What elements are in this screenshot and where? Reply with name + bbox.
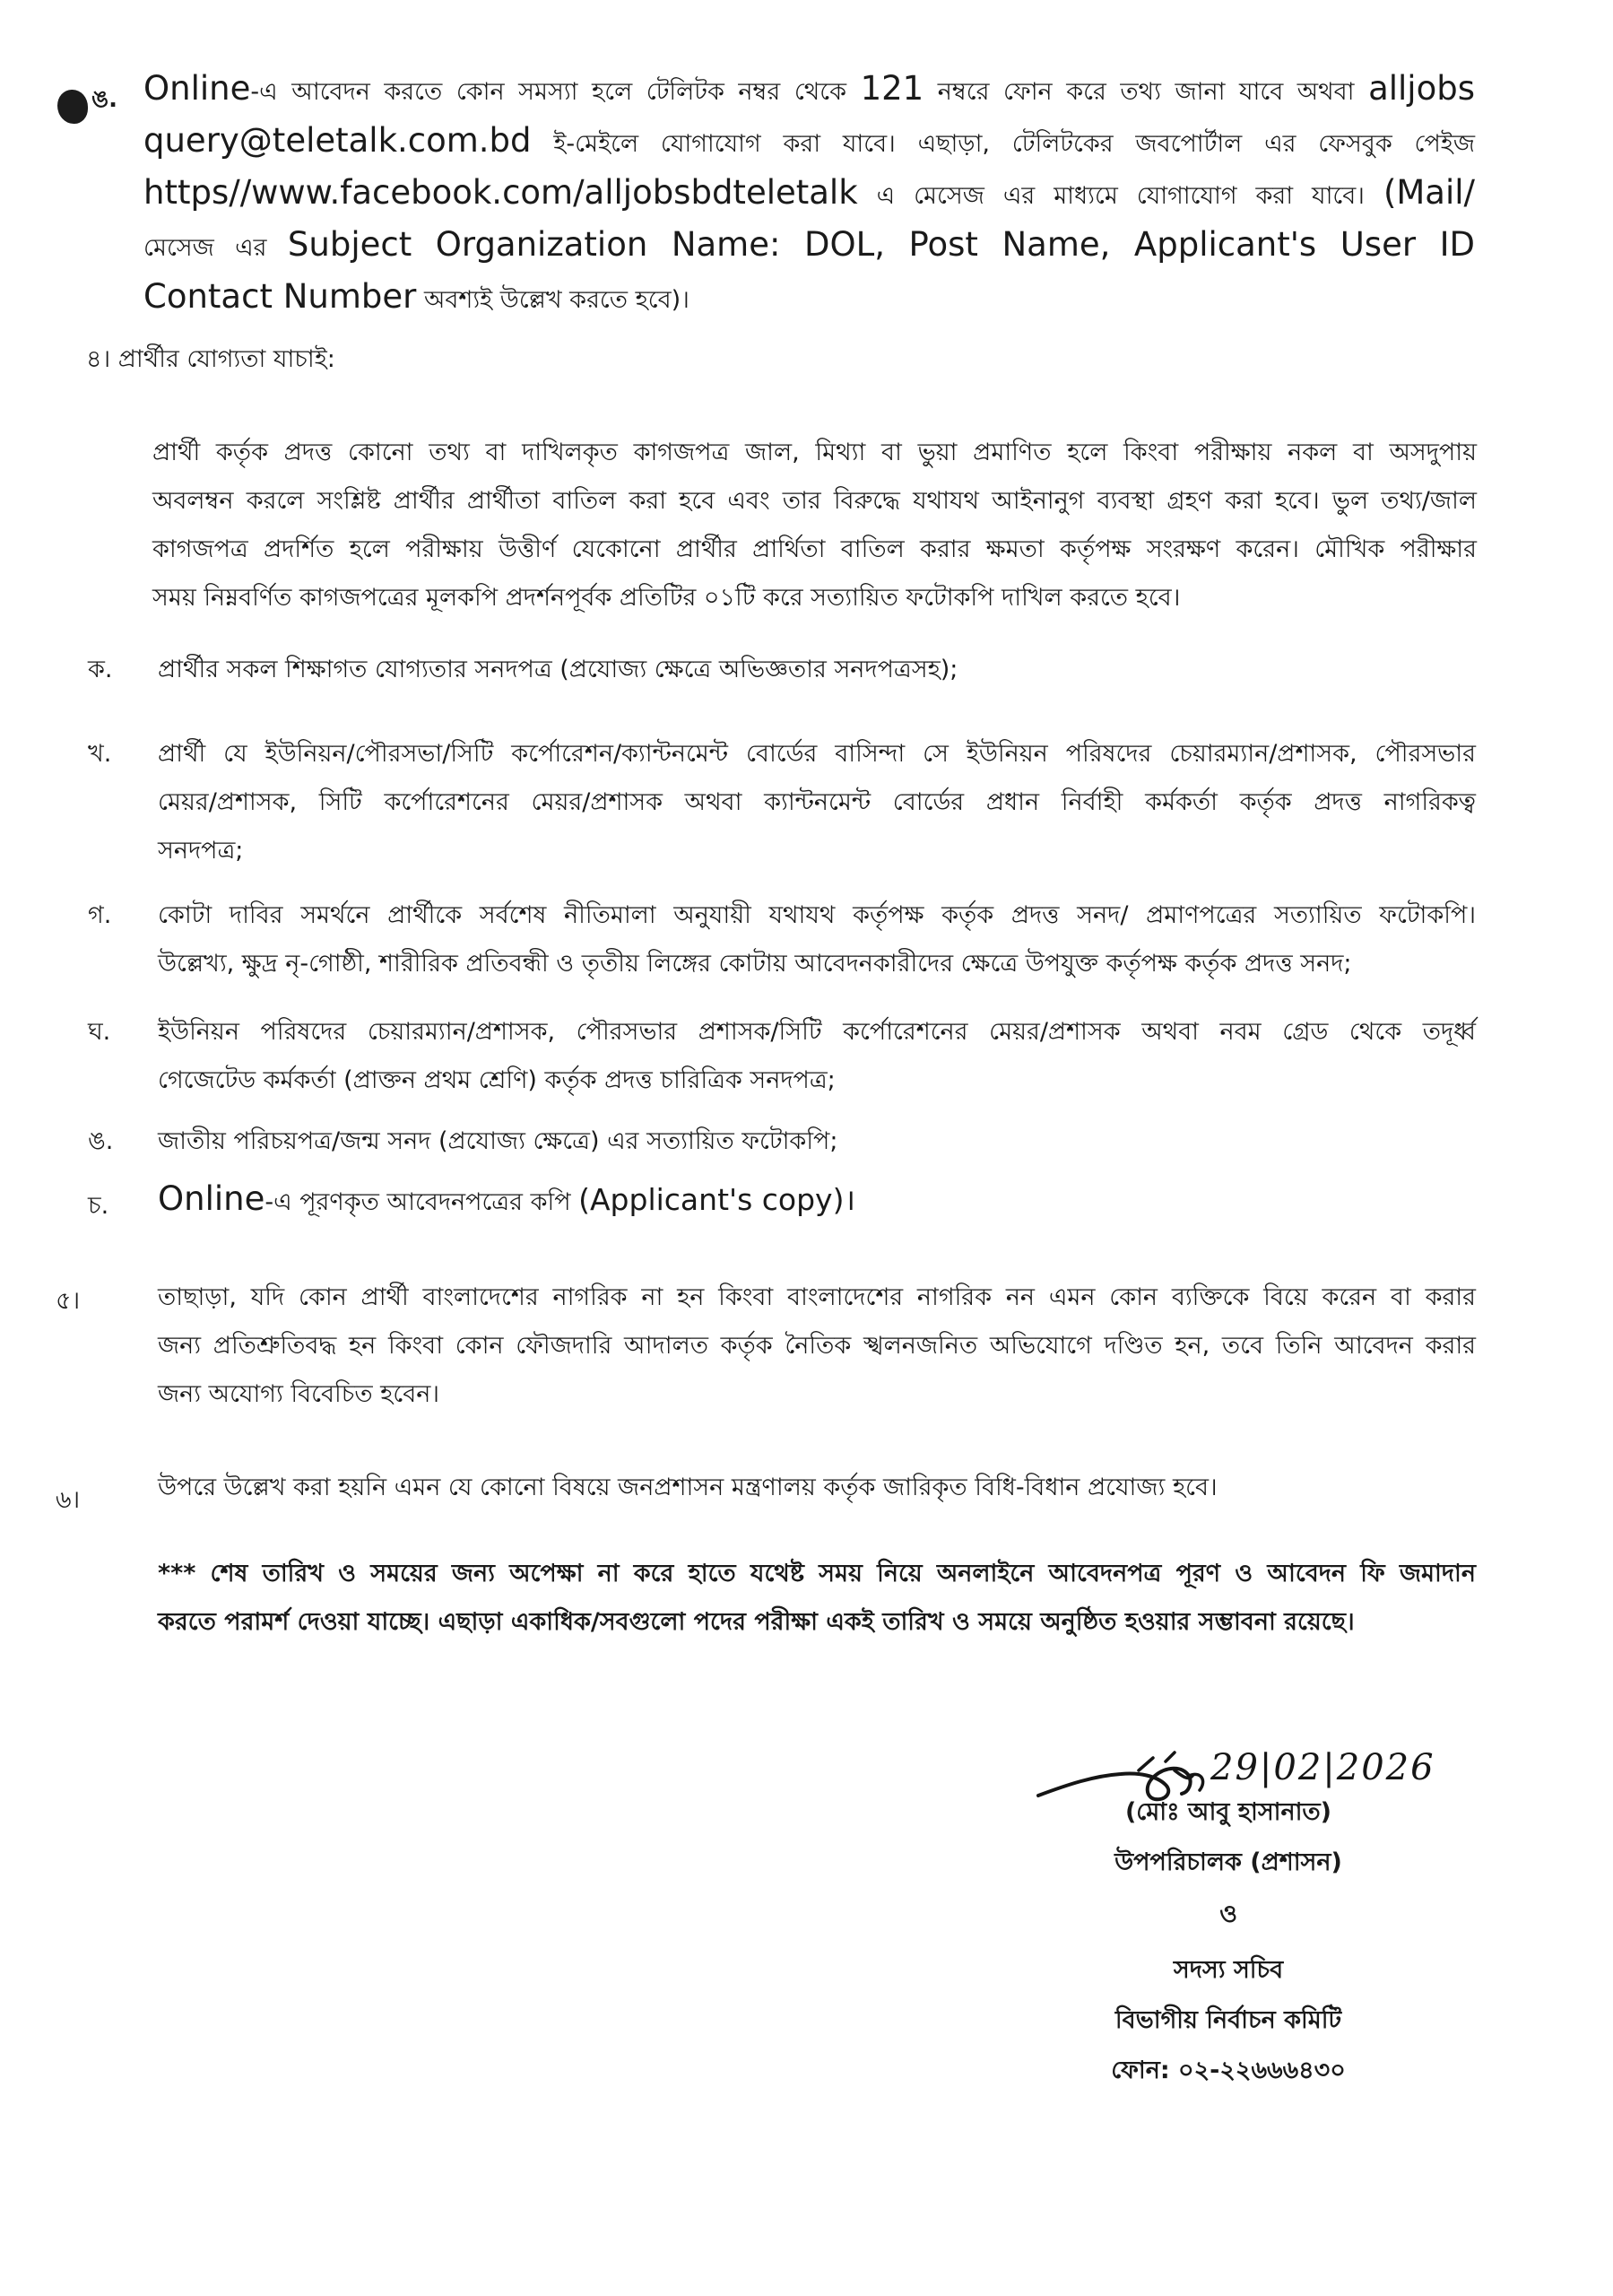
notice-line: *** শেষ তারিখ ও সময়ের জন্য অপেক্ষা না করে হাতে যথেষ্ট সময় নিয়ে অনলাইনে আবেদনপত্র পূরণ ও আবেদন ফি জমাদান [158,1560,1476,1587]
note-text: -এ আবেদন করতে কোন সমস্যা হলে টেলিটক নম্বর থেকে [250,78,861,106]
signature-date [1210,1747,1435,1788]
note-line-5 [143,273,1475,325]
email-part: alljobs [1368,69,1475,108]
item-kha-label: খ. [88,740,112,768]
note-text: নম্বরে ফোন করে তথ্য জানা যাবে অথবা [924,78,1369,106]
helpline-number: 121 [860,69,924,108]
note-text: অবশ্যই উল্লেখ করতে হবে)। [416,286,689,314]
item-gha-text [158,1008,1476,1105]
item-line: কোটা দাবির সমর্থনে প্রার্থীকে সর্বশেষ নীতিমালা অনুযায়ী যথাযথ কর্তৃপক্ষ কর্তৃক প্রদত্ত সনদ/ প্রমাণপত্রের সত্যায়িত ফটোকপি। [158,901,1476,929]
item-ka-text [158,646,1476,694]
item-line: জাতীয় পরিচয়পত্র/জন্ম সনদ (প্রযোজ্য ক্ষেত্রে) এর সত্যায়িত ফটোকপি; [158,1127,838,1155]
email-address: query@teletalk.com.bd [143,121,532,160]
signer-phone: ফোন: ০২-২২৬৬৬৪৩০ [1111,2057,1346,2084]
item-line [158,1175,1476,1227]
paragraph-line: উপরে উল্লেখ করা হয়নি এমন যে কোনো বিষয়ে জনপ্রশাসন মন্ত্রণালয় কর্তৃক জারিকৃত বিধি-বিধান প্রযোজ্য হবে। [158,1474,1218,1501]
item-line: গেজেটেড কর্মকর্তা (প্রাক্তন প্রথম শ্রেণি) কর্তৃক প্রদত্ত চারিত্রিক সনদপত্র; [158,1066,836,1094]
item-line: ইউনিয়ন পরিষদের চেয়ারম্যান/প্রশাসক, পৌরসভার প্রশাসক/সিটি কর্পোরেশনের মেয়র/প্রশাসক অথবা নবম গ্রেড থেকে তদূর্ধ্ব [158,1018,1476,1046]
paragraph-line: জন্য অযোগ্য বিবেচিত হবেন। [158,1380,440,1408]
note-text: মেসেজ এর [143,234,288,262]
signer-name: (মোঃ আবু হাসানাত) [1124,1798,1332,1826]
facebook-url: https//www.facebook.com/alljobsbdteletalk [143,173,858,212]
item-line: প্রার্থীর সকল শিক্ষাগত যোগ্যতার সনদপত্র (প্রযোজ্য ক্ষেত্রে অভিজ্ঞতার সনদপত্রসহ); [158,656,958,683]
section-5-label: ৫। [56,1287,81,1315]
section-6-label: ৬। [56,1486,81,1514]
subject-format: Subject Organization Name: DOL, Post Name, Applicant's User ID [287,225,1475,264]
item-ga-label: গ. [88,901,112,929]
applicant-copy-text: (Applicant's copy)। [578,1182,855,1217]
notice-line: করতে পরামর্শ দেওয়া যাচ্ছে। এছাড়া একাধিক/সবগুলো পদের পরীক্ষা একই তারিখ ও সময়ে অনুষ্ঠিত হওয়ার সম্ভাবনা রয়েছে। [158,1608,1355,1636]
note-marker-label: ঙ. [91,86,117,113]
bullet-dot-icon [57,90,88,124]
signature-date-text: 29|02|2026 [1210,1747,1435,1788]
signature-block [1004,1722,1542,2084]
note-text: Contact Number [143,277,417,316]
item-text: -এ পূরণকৃত আবেদনপত্রের কপি [264,1188,579,1216]
deadline-notice [158,1550,1476,1647]
online-word: Online [143,69,251,108]
section-4-paragraph [152,429,1477,622]
item-ka-label: ক. [88,656,113,683]
item-uma-label: ঙ. [88,1127,114,1155]
signer-and: ও [1219,1900,1237,1928]
item-line: মেয়র/প্রশাসক, সিটি কর্পোরেশনের মেয়র/প্রশাসক অথবা ক্যান্টনমেন্ট বোর্ডের প্রধান নির্বাহী কর্মকর্তা কর্তৃক প্রদত্ত নাগরিকত্ব [158,788,1476,816]
online-help-note [143,65,1475,325]
note-line-2 [143,117,1475,169]
item-line: উল্লেখ্য, ক্ষুদ্র নৃ-গোষ্ঠী, শারীরিক প্রতিবন্ধী ও তৃতীয় লিঙ্গের কোটায় আবেদনকারীদের ক্ষেত্রে উপযুক্ত কর্তৃপক্ষ কর্তৃক প্রদত্ত সনদ; [158,950,1352,978]
note-line-4 [143,221,1475,273]
section-6-text [158,1464,1476,1512]
item-gha-label: ঘ. [88,1018,111,1046]
paragraph-line: জন্য প্রতিশ্রুতিবদ্ধ হন কিংবা কোন ফৌজদারি আদালত কর্তৃক নৈতিক স্খলনজনিত অভিযোগে দণ্ডিত হন, তবে তিনি আবেদন করার [158,1332,1476,1360]
paragraph-line: তাছাড়া, যদি কোন প্রার্থী বাংলাদেশের নাগরিক না হন কিংবা বাংলাদেশের নাগরিক নন এমন কোন ব্যক্তিকে বিয়ে করেন বা করার [158,1283,1476,1311]
note-text: ই-মেইলে যোগাযোগ করা যাবে। এছাড়া, টেলিটকের জবপোর্টাল এর ফেসবুক পেইজ [531,130,1475,158]
item-line: প্রার্থী যে ইউনিয়ন/পৌরসভা/সিটি কর্পোরেশন/ক্যান্টনমেন্ট বোর্ডের বাসিন্দা সে ইউনিয়ন পরিষদের চেয়ারম্যান/প্রশাসক, পৌরসভার [158,740,1476,768]
item-cha-label: চ. [88,1192,109,1220]
paragraph-line: কাগজপত্র প্রদর্শিত হলে পরীক্ষায় উত্তীর্ণ যেকোনো প্রার্থীর প্রার্থিতা বাতিল করার ক্ষমতা কর্তৃপক্ষ সংরক্ষণ করেন। মৌখিক পরীক্ষার [152,535,1477,563]
note-text: এ মেসেজ এর মাধ্যমে যোগাযোগ করা যাবে। [857,182,1383,210]
item-uma-text [158,1118,1476,1166]
note-line-1 [143,65,1475,117]
item-line: সনদপত্র; [158,837,244,865]
note-marker [52,77,124,127]
note-line-3 [143,169,1475,221]
online-word: Online [158,1179,265,1218]
item-cha-text [158,1175,1476,1227]
note-text: (Mail/ [1383,173,1475,212]
item-kha-text [158,730,1476,875]
signer-role: সদস্য সচিব [1173,1956,1284,1984]
signer-designation: উপপরিচালক (প্রশাসন) [1114,1848,1342,1876]
paragraph-line: সময় নিম্নবর্ণিত কাগজপত্রের মূলকপি প্রদর্শনপূর্বক প্রতিটির ০১টি করে সত্যায়িত ফটোকপি দাখিল করতে হবে। [152,584,1181,612]
item-ga-text [158,891,1476,988]
signer-committee: বিভাগীয় নির্বাচন কমিটি [1114,2006,1342,2034]
paragraph-line: প্রার্থী কর্তৃক প্রদত্ত কোনো তথ্য বা দাখিলকৃত কাগজপত্র জাল, মিথ্যা বা ভুয়া প্রমাণিত হলে কিংবা পরীক্ষায় নকল বা অসদুপায় [152,439,1477,466]
section-4-heading: ৪। প্রার্থীর যোগ্যতা যাচাই: [86,345,335,373]
section-5-text [158,1274,1476,1419]
paragraph-line: অবলম্বন করলে সংশ্লিষ্ট প্রার্থীর প্রার্থীতা বাতিল করা হবে এবং তার বিরুদ্ধে যথাযথ আইনানুগ ব্যবস্থা গ্রহণ করা হবে। ভুল তথ্য/জাল [152,487,1477,515]
